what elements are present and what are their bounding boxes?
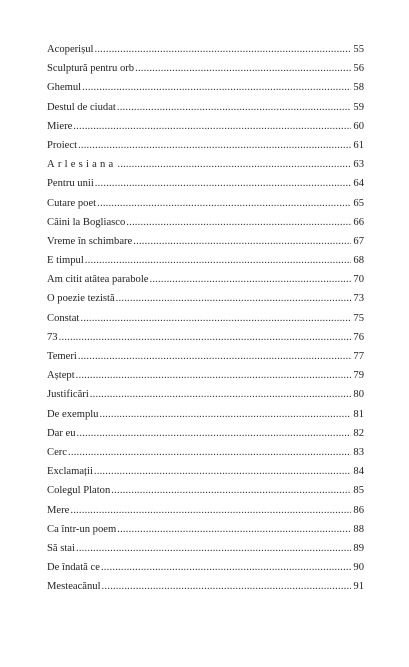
toc-dot-leader (68, 443, 351, 462)
toc-entry (47, 405, 364, 424)
toc-dot-leader (135, 59, 351, 78)
toc-entry-page: 86 (353, 504, 364, 516)
toc-entry-title: Acoperișul (47, 44, 94, 55)
toc-entry-title: Cerc (47, 446, 67, 458)
toc-entry-title: Temeri (47, 351, 77, 362)
toc-dot-leader (78, 136, 351, 155)
toc-entry (47, 558, 364, 577)
toc-dot-leader (76, 366, 351, 385)
toc-entry-page: 83 (353, 446, 364, 458)
toc-entry (47, 155, 364, 174)
toc-entry-title: Constat (47, 312, 80, 324)
toc-entry-page: 89 (353, 542, 364, 554)
toc-entry-page: 77 (353, 351, 364, 362)
toc-entry (47, 501, 364, 520)
toc-dot-leader (73, 117, 351, 136)
toc-dot-leader (76, 539, 351, 558)
toc-dot-leader (102, 577, 351, 596)
toc-entry (47, 59, 364, 78)
toc-entry (47, 174, 364, 193)
toc-entry-title: Exclamații (47, 466, 93, 478)
table-of-contents (47, 40, 364, 596)
toc-dot-leader (117, 98, 351, 117)
toc-dot-leader (99, 405, 351, 424)
toc-entry-title: De îndată ce (47, 562, 100, 574)
toc-entry (47, 270, 364, 289)
toc-entry-title: Vreme în schimbare (47, 235, 133, 247)
toc-entry-page: 82 (353, 427, 364, 439)
toc-entry-title: Câini la Bogliasco (47, 216, 126, 228)
toc-entry (47, 366, 364, 385)
toc-dot-leader (80, 309, 351, 328)
toc-entry (47, 289, 364, 308)
toc-entry (47, 98, 364, 117)
toc-entry (47, 385, 364, 404)
toc-dot-leader (126, 213, 351, 232)
toc-entry-page: 60 (353, 120, 364, 132)
toc-entry-page: 65 (353, 197, 364, 209)
toc-entry-page: 64 (353, 178, 364, 190)
toc-entry-title: Miere (47, 120, 73, 132)
toc-entry-page: 79 (353, 370, 364, 382)
toc-entry (47, 443, 364, 462)
toc-entry (47, 539, 364, 558)
toc-entry-page: 76 (353, 331, 364, 343)
toc-entry-page: 68 (353, 255, 364, 267)
toc-dot-leader (97, 194, 351, 213)
toc-entry (47, 462, 364, 481)
toc-entry-page: 61 (353, 139, 364, 151)
toc-entry (47, 347, 364, 366)
toc-dot-leader (117, 520, 351, 539)
toc-entry-page: 56 (353, 63, 364, 75)
toc-entry (47, 78, 364, 97)
toc-entry-page: 84 (353, 466, 364, 478)
toc-entry-title: E timpul (47, 255, 84, 267)
toc-dot-leader (70, 501, 351, 520)
toc-entry (47, 194, 364, 213)
toc-entry-title: Proiect (47, 139, 78, 151)
toc-entry-page: 90 (353, 562, 364, 574)
toc-entry-page: 70 (353, 274, 364, 286)
toc-dot-leader (59, 328, 351, 347)
toc-entry-page: 66 (353, 216, 364, 228)
toc-entry-title: Mere (47, 504, 70, 516)
toc-entry-title: Mesteacănul (47, 581, 101, 593)
toc-entry (47, 577, 364, 596)
toc-entry-title: Ca într-un poem (47, 523, 117, 535)
toc-entry-page: 55 (353, 44, 364, 55)
toc-entry-title: Cutare poet (47, 197, 97, 209)
toc-entry-title: Sculptură pentru orb (47, 63, 135, 75)
toc-dot-leader (90, 385, 351, 404)
toc-entry (47, 520, 364, 539)
toc-dot-leader (117, 155, 351, 174)
toc-entry-page: 73 (353, 293, 364, 305)
toc-entry-title: Dar eu (47, 427, 76, 439)
toc-entry-page: 59 (353, 101, 364, 113)
toc-entry-title: Justificări (47, 389, 89, 401)
toc-entry-page: 67 (353, 235, 364, 247)
toc-dot-leader (85, 251, 351, 270)
toc-entry-title: Arlesiana (47, 159, 117, 171)
toc-entry-page: 88 (353, 523, 364, 535)
toc-entry (47, 424, 364, 443)
toc-entry-title: Am citit atâtea parabole (47, 274, 149, 286)
toc-entry-page: 58 (353, 82, 364, 94)
toc-entry-title: Aștept (47, 370, 75, 382)
toc-entry-title: 73 (47, 331, 58, 343)
toc-entry (47, 40, 364, 59)
toc-dot-leader (94, 462, 351, 481)
toc-dot-leader (111, 481, 351, 500)
toc-dot-leader (95, 174, 351, 193)
toc-dot-leader (82, 78, 351, 97)
toc-dot-leader (116, 289, 351, 308)
toc-entry-title: Colegul Platon (47, 485, 111, 497)
toc-entry-title: O poezie tezistă (47, 293, 115, 305)
toc-entry-title: Să stai (47, 542, 75, 554)
toc-dot-leader (78, 347, 351, 366)
toc-entry-page: 80 (353, 389, 364, 401)
toc-entry (47, 481, 364, 500)
toc-entry (47, 213, 364, 232)
toc-entry (47, 117, 364, 136)
toc-entry (47, 251, 364, 270)
toc-entry-page: 75 (353, 312, 364, 324)
toc-entry (47, 328, 364, 347)
toc-dot-leader (77, 424, 351, 443)
toc-entry-title: Pentru unii (47, 178, 94, 190)
toc-dot-leader (149, 270, 351, 289)
toc-entry-page: 63 (353, 159, 364, 171)
toc-dot-leader (101, 558, 351, 577)
toc-entry-title: De exemplu (47, 408, 99, 420)
toc-dot-leader (94, 40, 351, 59)
toc-entry (47, 309, 364, 328)
toc-entry (47, 232, 364, 251)
toc-entry (47, 136, 364, 155)
toc-dot-leader (133, 232, 351, 251)
toc-entry-page: 81 (353, 408, 364, 420)
toc-entry-page: 85 (353, 485, 364, 497)
toc-entry-title: Ghemul (47, 82, 82, 94)
toc-entry-title: Destul de ciudat (47, 101, 116, 113)
toc-entry-page: 91 (353, 581, 364, 593)
